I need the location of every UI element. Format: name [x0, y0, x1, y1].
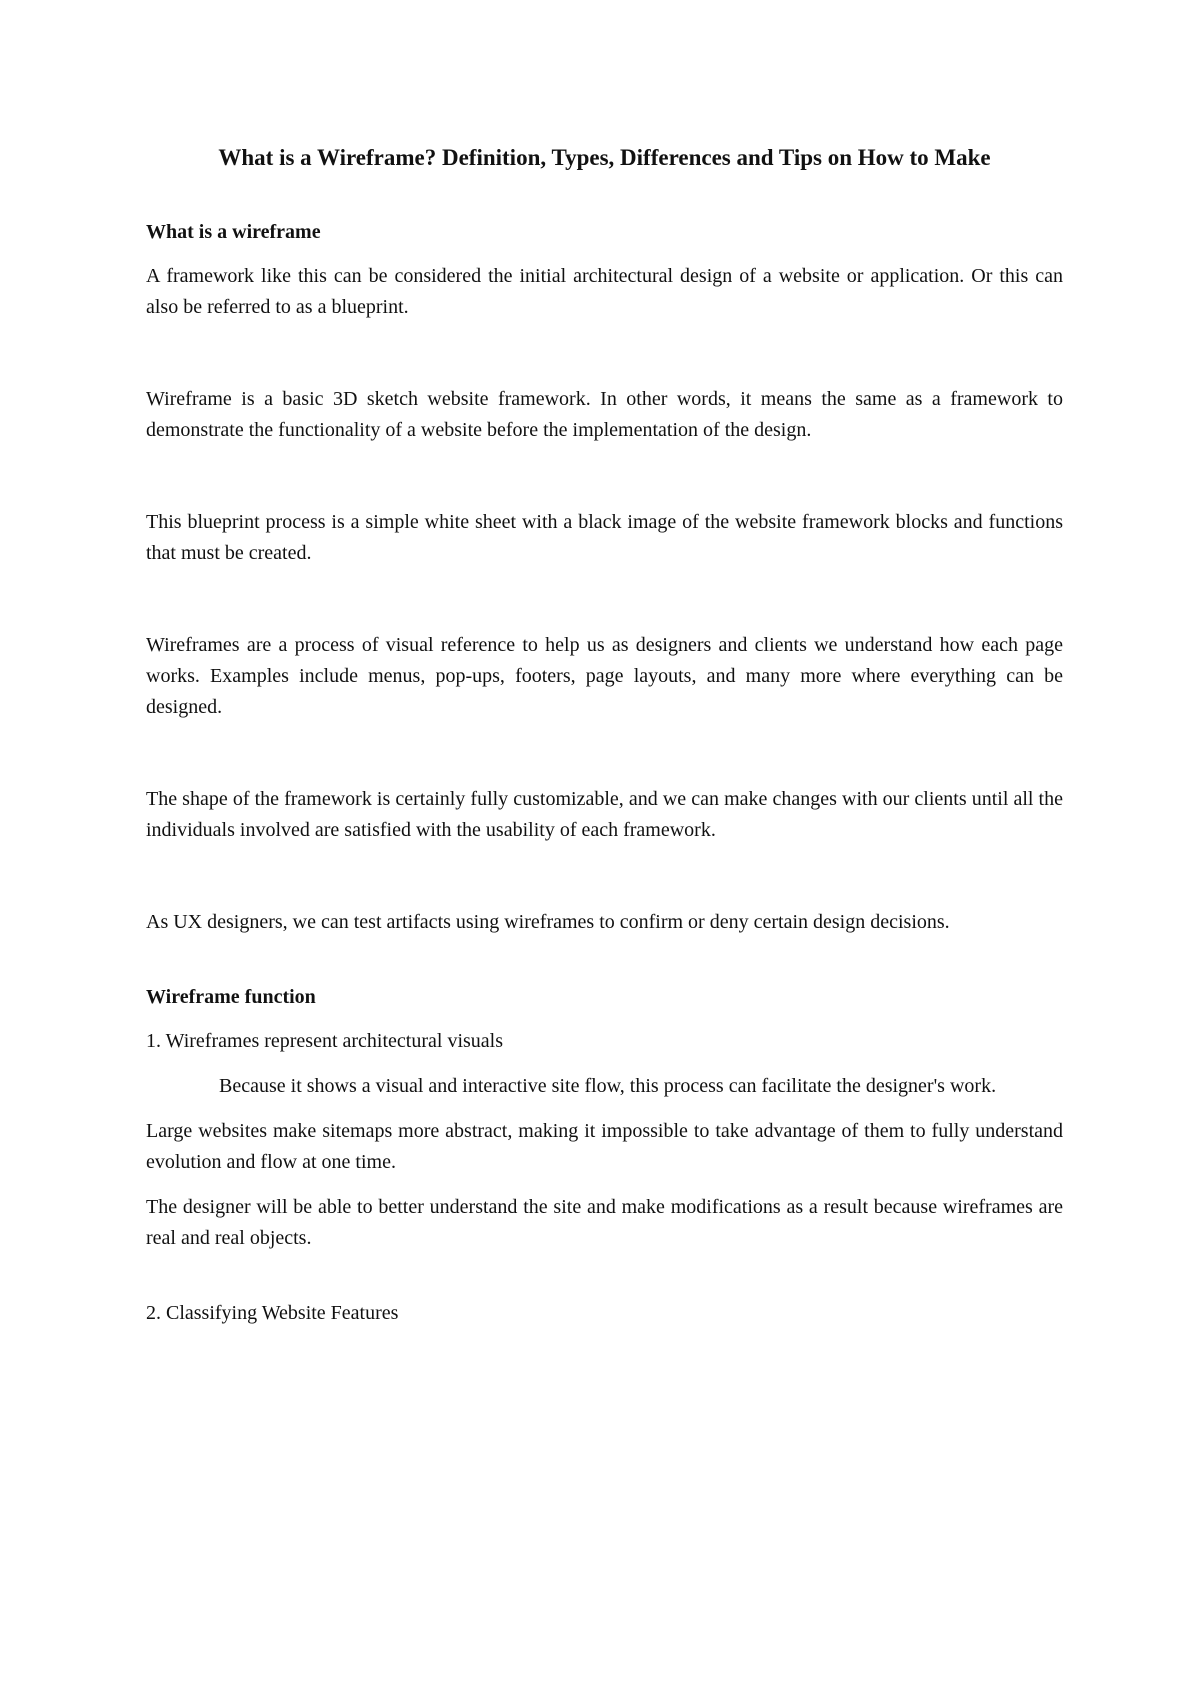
paragraph: The designer will be able to better understand the site and make modifications as a result because wireframes are real and real objects.	[146, 1196, 1063, 1249]
list-item-title: 2. Classifying Website Features	[146, 1302, 399, 1324]
paragraph: Because it shows a visual and interactive site flow, this process can facilitate the designer's work.	[219, 1075, 997, 1097]
list-item-title: 1. Wireframes represent architectural visuals	[146, 1030, 504, 1052]
paragraph: A framework like this can be considered the initial architectural design of a website or application. Or this can also be referred to as a blueprint.	[146, 265, 1063, 318]
document-page	[146, 140, 1063, 1329]
paragraph: The shape of the framework is certainly fully customizable, and we can make changes with our clients until all the individuals involved are satisfied with the usability of each framework.	[146, 788, 1063, 841]
document-title: What is a Wireframe? Definition, Types, Differences and Tips on How to Make	[218, 145, 991, 170]
paragraph: Wireframe is a basic 3D sketch website framework. In other words, it means the same as a framework to demonstrate the functionality of a website before the implementation of the design.	[146, 388, 1063, 441]
paragraph: Wireframes are a process of visual reference to help us as designers and clients we understand how each page works. Examples include menus, pop-ups, footers, page layouts, and many more where everything can be designed.	[146, 634, 1063, 718]
section-heading-wireframe-function: Wireframe function	[146, 986, 316, 1008]
paragraph: This blueprint process is a simple white sheet with a black image of the website framework blocks and functions that must be created.	[146, 511, 1063, 564]
paragraph: As UX designers, we can test artifacts using wireframes to confirm or deny certain design decisions.	[146, 911, 950, 933]
paragraph: Large websites make sitemaps more abstract, making it impossible to take advantage of them to fully understand evolution and flow at one time.	[146, 1120, 1063, 1173]
section-heading-what-is-wireframe: What is a wireframe	[146, 221, 321, 243]
